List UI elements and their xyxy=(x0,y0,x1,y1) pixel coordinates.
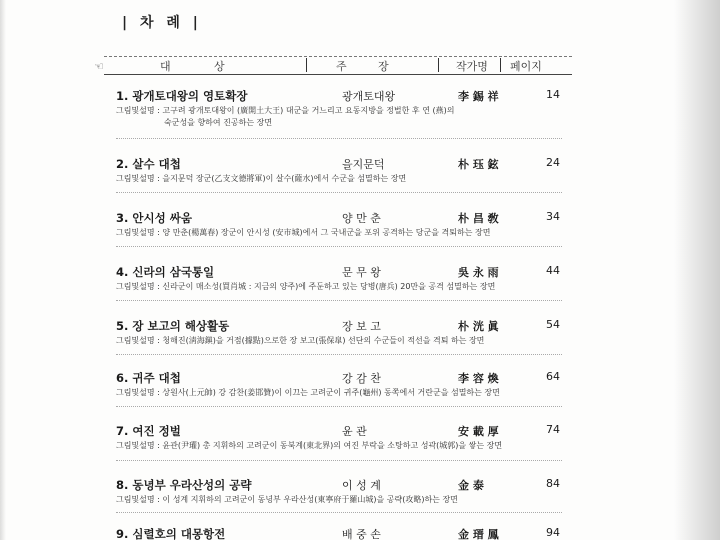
entry-page-number: 34 xyxy=(546,210,560,223)
entry-artist: 배 중 손 xyxy=(342,528,381,541)
entry-title: 6. 귀주 대첩 xyxy=(116,371,181,385)
entry-separator xyxy=(116,354,562,355)
header-page: 페이지 xyxy=(510,60,542,73)
entry-separator xyxy=(116,512,562,513)
entry-title: 7. 여진 정벌 xyxy=(116,424,181,438)
page-title: | 차 례 | xyxy=(122,15,202,31)
entry-page-number: 74 xyxy=(546,423,560,436)
entry-description-cont: 숙군성을 향하여 진공하는 장면 xyxy=(164,118,273,127)
entry-artist: 윤 관 xyxy=(342,425,367,438)
header-artist: 작가명 xyxy=(456,60,488,73)
entry-author: 金 瑨 鳳 xyxy=(458,528,499,541)
entry-author: 李 錫 祥 xyxy=(458,90,499,103)
entry-artist: 문 무 왕 xyxy=(342,266,381,279)
entry-title: 8. 동녕부 우라산성의 공략 xyxy=(116,478,252,492)
entry-page-number: 24 xyxy=(546,156,560,169)
entry-author: 李 容 煥 xyxy=(458,372,499,385)
entry-description: 그림및설명 : 이 성계 지휘하의 고려군이 동녕부 우라산성(東寧府于羅山城)을 공략(攻略)하는 장면 xyxy=(116,495,458,504)
entry-artist: 양 만 춘 xyxy=(342,212,381,225)
header-jang: 장 xyxy=(378,60,389,73)
table-header xyxy=(110,56,570,74)
entry-description: 그림및설명 : 고구려 광개토대왕이 (廣開土大王) 대군을 거느리고 요동지방을 정벌한 후 연 (燕)의 xyxy=(116,106,455,115)
entry-title: 3. 안시성 싸움 xyxy=(116,211,192,225)
header-ju: 주 xyxy=(336,60,347,73)
entry-page-number: 14 xyxy=(546,88,560,101)
entry-author: 吳 永 雨 xyxy=(458,266,499,279)
header-divider xyxy=(500,58,501,72)
entry-description: 그림및설명 : 을지문덕 장군(乙支文德將軍)이 살수(薩水)에서 수군을 섬멸하는 장면 xyxy=(116,174,407,183)
entry-separator xyxy=(116,300,562,301)
pointing-hand-icon: ☜ xyxy=(94,60,104,73)
entry-separator xyxy=(116,192,562,193)
entry-separator xyxy=(116,460,562,461)
header-divider xyxy=(438,58,439,72)
entry-separator xyxy=(116,246,562,247)
entry-title: 9. 심렬호의 대몽항전 xyxy=(116,527,226,541)
entry-description: 그림및설명 : 상원사(上元帥) 강 감찬(姜邯贊)이 이끄는 고려군이 귀주(龜州) 동쪽에서 거란군을 섬멸하는 장면 xyxy=(116,388,500,397)
entry-separator xyxy=(116,406,562,407)
entry-title: 4. 신라의 삼국통일 xyxy=(116,265,215,279)
entry-title: 1. 광개토대왕의 영토확장 xyxy=(116,89,248,103)
entry-page-number: 94 xyxy=(546,526,560,539)
entry-artist: 이 성 계 xyxy=(342,479,381,492)
entry-artist: 장 보 고 xyxy=(342,320,381,333)
entry-page-number: 54 xyxy=(546,318,560,331)
header-divider xyxy=(306,58,307,72)
entry-page-number: 84 xyxy=(546,477,560,490)
entry-artist: 강 감 찬 xyxy=(342,372,381,385)
page-edge-shadow-left xyxy=(0,0,6,540)
page-edge-shadow xyxy=(674,0,720,540)
entry-author: 朴 昌 敎 xyxy=(458,212,499,225)
entry-author: 金 泰 xyxy=(458,479,484,492)
entry-description: 그림및설명 : 윤관(尹瓘) 총 지휘하의 고려군이 동북계(東北界)의 여진 부락을 소탕하고 성곽(城郭)을 쌓는 장면 xyxy=(116,441,503,450)
entry-title: 2. 살수 대첩 xyxy=(116,157,181,171)
entry-separator xyxy=(116,138,562,139)
entry-description: 그림및설명 : 신라군이 매소성(買肖城 : 지금의 양주)에 주둔하고 있는 당병(唐兵) 20만을 공격 섬멸하는 장면 xyxy=(116,282,496,291)
entry-description: 그림및설명 : 청해진(淸海鎭)을 거점(據點)으로한 장 보고(張保皐) 선단의 수군들이 적선을 격퇴 하는 장면 xyxy=(116,336,485,345)
header-bottom-rule xyxy=(104,74,572,76)
entry-artist: 광개토대왕 xyxy=(342,90,396,103)
header-daesang: 대 xyxy=(160,60,171,73)
entry-author: 朴 珏 鉉 xyxy=(458,158,499,171)
entry-description: 그림및설명 : 양 만춘(楊萬春) 장군이 안시성 (安市城)에서 그 국내군을 포위 공격하는 당군을 격퇴하는 장면 xyxy=(116,228,491,237)
entry-author: 安 載 厚 xyxy=(458,425,499,438)
entry-title: 5. 장 보고의 해상활동 xyxy=(116,319,230,333)
entry-author: 朴 洸 眞 xyxy=(458,320,499,333)
entry-page-number: 44 xyxy=(546,264,560,277)
header-sang: 상 xyxy=(214,60,225,73)
entry-page-number: 64 xyxy=(546,370,560,383)
entry-artist: 을지문덕 xyxy=(342,158,385,171)
